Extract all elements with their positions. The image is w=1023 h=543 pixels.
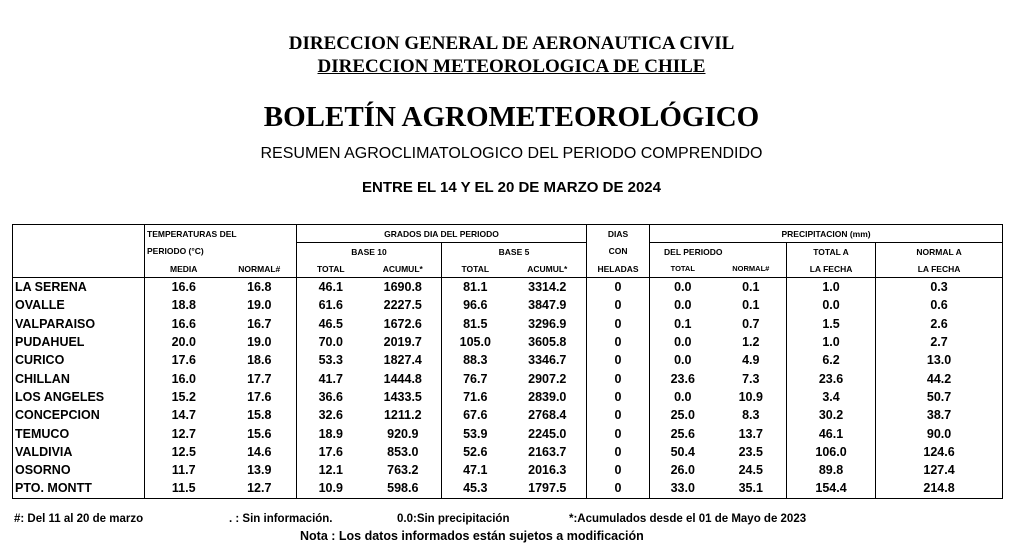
header-grados: GRADOS DIA DEL PERIODO xyxy=(297,225,587,243)
table-cell: 4.9 xyxy=(716,351,787,369)
column-header: TOTAL xyxy=(461,263,490,274)
header-del-periodo: DEL PERIODO xyxy=(650,243,787,261)
header-base5: BASE 5 xyxy=(442,243,587,261)
table-cell: 0.7 xyxy=(716,315,787,333)
column-header: ACUMUL* xyxy=(509,260,587,278)
table-cell: 81.5 xyxy=(463,316,488,331)
org-line-2-text: DIRECCION METEOROLOGICA DE CHILE xyxy=(317,56,706,77)
column-header: MEDIA xyxy=(170,263,198,274)
table-cell: 18.9 xyxy=(318,426,343,441)
header-precip: PRECIPITACION (mm) xyxy=(781,228,871,239)
table-cell: 2.6 xyxy=(930,316,948,331)
table-cell: 67.6 xyxy=(463,408,488,423)
header-dias-line1: DIAS xyxy=(587,225,650,243)
table-cell: 2907.2 xyxy=(509,369,587,387)
column-header: TOTAL xyxy=(316,263,345,274)
table-cell: 23.5 xyxy=(716,443,787,461)
table-cell: 41.7 xyxy=(318,371,343,386)
table-cell: 12.7 xyxy=(223,479,297,498)
table-cell: 38.7 xyxy=(926,408,952,423)
table-cell: 2768.4 xyxy=(509,406,587,424)
table-cell: 2.7 xyxy=(930,335,948,350)
station-name: CHILLAN xyxy=(13,369,145,387)
table-cell: 1827.4 xyxy=(365,351,442,369)
table-cell: 53.9 xyxy=(463,426,488,441)
table-cell: 16.6 xyxy=(171,316,196,331)
table-row xyxy=(13,333,1003,351)
table-cell: 13.0 xyxy=(926,353,952,368)
table-cell: 53.3 xyxy=(318,353,343,368)
table-cell: 0 xyxy=(587,333,650,351)
table-cell: 50.7 xyxy=(926,389,952,404)
table-cell: 26.0 xyxy=(670,463,695,478)
table-cell: 0 xyxy=(587,296,650,314)
table-cell: 0.0 xyxy=(787,296,876,314)
note-normal: #: Del 11 al 20 de marzo xyxy=(14,513,144,525)
table-cell: 11.5 xyxy=(171,481,196,496)
table-cell: 0.1 xyxy=(716,278,787,297)
table-cell: 16.8 xyxy=(223,278,297,297)
header-cell-blank xyxy=(13,225,145,243)
table-cell: 47.1 xyxy=(463,463,488,478)
table-cell: 6.2 xyxy=(787,351,876,369)
table-cell: 33.0 xyxy=(670,481,695,496)
table-cell: 0 xyxy=(587,278,650,297)
table-cell: 1672.6 xyxy=(365,315,442,333)
table-cell: 2245.0 xyxy=(509,424,587,442)
table-cell: 16.0 xyxy=(171,371,196,386)
table-cell: 10.9 xyxy=(318,481,343,496)
table-cell: 2016.3 xyxy=(509,461,587,479)
station-name: CURICO xyxy=(13,351,145,369)
table-cell: 763.2 xyxy=(365,461,442,479)
table-cell: 853.0 xyxy=(365,443,442,461)
table-cell: 17.7 xyxy=(223,369,297,387)
table-cell: 3847.9 xyxy=(509,296,587,314)
table-cell: 12.7 xyxy=(171,426,196,441)
table-cell: 13.9 xyxy=(223,461,297,479)
table-cell: 0 xyxy=(587,388,650,406)
table-cell: 14.6 xyxy=(223,443,297,461)
table-cell: 90.0 xyxy=(926,426,952,441)
table-row xyxy=(13,369,1003,387)
agroclimate-table xyxy=(12,224,1003,499)
table-cell: 1.0 xyxy=(787,278,876,297)
table-cell: 0.1 xyxy=(674,316,692,331)
table-cell: 15.6 xyxy=(223,424,297,442)
table-cell: 3.4 xyxy=(787,388,876,406)
table-cell: 18.6 xyxy=(223,351,297,369)
note-noinfo: . : Sin información. xyxy=(229,513,333,525)
bulletin-title: BOLETÍN AGROMETEOROLÓGICO xyxy=(263,101,760,133)
table-cell: 25.6 xyxy=(670,426,695,441)
table-cell: 0.0 xyxy=(674,280,692,295)
table-cell: 23.6 xyxy=(670,371,695,386)
table-cell: 106.0 xyxy=(787,443,876,461)
table-cell: 23.6 xyxy=(787,369,876,387)
table-cell: 0 xyxy=(587,406,650,424)
table-cell: 70.0 xyxy=(318,335,343,350)
table-cell: 2163.7 xyxy=(509,443,587,461)
table-cell: 0 xyxy=(587,351,650,369)
table-cell: 36.6 xyxy=(318,389,343,404)
station-name: TEMUCO xyxy=(13,424,145,442)
table-cell: 0.0 xyxy=(674,298,692,313)
table-cell: 0 xyxy=(587,369,650,387)
table-cell: 7.3 xyxy=(716,369,787,387)
header-total-a: TOTAL A xyxy=(787,243,876,261)
table-cell: 18.8 xyxy=(171,298,196,313)
table-cell: 19.0 xyxy=(223,296,297,314)
table-row xyxy=(13,424,1003,442)
table-cell: 8.3 xyxy=(716,406,787,424)
table-cell: 25.0 xyxy=(670,408,695,423)
column-header: ACUMUL* xyxy=(365,260,442,278)
column-header: LA FECHA xyxy=(787,260,876,278)
table-cell: 0 xyxy=(587,315,650,333)
station-name: VALDIVIA xyxy=(13,443,145,461)
station-name: OSORNO xyxy=(13,461,145,479)
station-name: LA SERENA xyxy=(13,278,145,297)
station-name: LOS ANGELES xyxy=(13,388,145,406)
table-cell: 127.4 xyxy=(923,463,955,478)
header-normal-a: NORMAL A xyxy=(876,243,1003,261)
table-cell: 105.0 xyxy=(459,335,491,350)
table-cell: 88.3 xyxy=(463,353,488,368)
table-cell: 52.6 xyxy=(463,444,488,459)
station-name: CONCEPCION xyxy=(13,406,145,424)
table-cell: 14.7 xyxy=(171,408,196,423)
station-name: PTO. MONTT xyxy=(13,479,145,498)
table-cell: 15.2 xyxy=(171,389,196,404)
table-cell: 71.6 xyxy=(463,389,488,404)
table-cell: 920.9 xyxy=(365,424,442,442)
table-cell: 154.4 xyxy=(787,479,876,498)
table-cell: 1.2 xyxy=(716,333,787,351)
table-cell: 0 xyxy=(587,461,650,479)
table-cell: 0.6 xyxy=(930,298,948,313)
column-header: LA FECHA xyxy=(917,263,961,274)
table-cell: 76.7 xyxy=(463,371,488,386)
org-line-1: DIRECCION GENERAL DE AERONAUTICA CIVIL xyxy=(288,33,735,54)
bulletin-period: ENTRE EL 14 Y EL 20 DE MARZO DE 2024 xyxy=(361,179,661,196)
table-cell: 17.6 xyxy=(171,353,196,368)
table-cell: 89.8 xyxy=(787,461,876,479)
station-name: OVALLE xyxy=(13,296,145,314)
table-row xyxy=(13,406,1003,424)
header-dias-line2: CON xyxy=(587,243,650,261)
table-cell: 96.6 xyxy=(463,298,488,313)
table-row xyxy=(13,443,1003,461)
table-row xyxy=(13,479,1003,498)
table-cell: 1.5 xyxy=(787,315,876,333)
table-cell: 35.1 xyxy=(716,479,787,498)
table-cell: 0.1 xyxy=(716,296,787,314)
table-cell: 44.2 xyxy=(926,371,952,386)
header-row-3 xyxy=(13,260,1003,278)
header-temp-line2: PERIODO (°C) xyxy=(145,243,297,261)
table-cell: 11.7 xyxy=(171,463,196,478)
table-cell: 30.2 xyxy=(787,406,876,424)
table-cell: 214.8 xyxy=(923,481,955,496)
table-cell: 598.6 xyxy=(365,479,442,498)
column-header: HELADAS xyxy=(587,260,650,278)
table-row xyxy=(13,278,1003,297)
table-cell: 3314.2 xyxy=(509,278,587,297)
table-cell: 0.0 xyxy=(674,389,692,404)
table-cell: 0 xyxy=(587,424,650,442)
station-name: PUDAHUEL xyxy=(13,333,145,351)
table-cell: 124.6 xyxy=(923,444,955,459)
station-name: VALPARAISO xyxy=(13,315,145,333)
table-cell: 46.1 xyxy=(787,424,876,442)
table-cell: 20.0 xyxy=(171,335,196,350)
table-cell: 0.0 xyxy=(674,335,692,350)
table-cell: 3296.9 xyxy=(509,315,587,333)
table-row xyxy=(13,388,1003,406)
table-cell: 50.4 xyxy=(670,444,695,459)
table-cell: 10.9 xyxy=(716,388,787,406)
footer-nota: Nota : Los datos informados están sujetos a modificación xyxy=(300,529,644,543)
header-cell-blank xyxy=(13,260,145,278)
table-cell: 15.8 xyxy=(223,406,297,424)
table-cell: 0.3 xyxy=(930,280,948,295)
table-cell: 46.5 xyxy=(318,316,343,331)
table-cell: 2227.5 xyxy=(365,296,442,314)
table-cell: 1797.5 xyxy=(509,479,587,498)
table-cell: 2019.7 xyxy=(365,333,442,351)
table-row xyxy=(13,315,1003,333)
table-cell: 2839.0 xyxy=(509,388,587,406)
table-cell: 0.0 xyxy=(674,353,692,368)
table-cell: 1.0 xyxy=(787,333,876,351)
table-cell: 0 xyxy=(587,443,650,461)
table-cell: 1433.5 xyxy=(365,388,442,406)
header-cell-blank xyxy=(13,243,145,261)
table-cell: 19.0 xyxy=(223,333,297,351)
table-row xyxy=(13,296,1003,314)
table-row xyxy=(13,461,1003,479)
table-cell: 12.1 xyxy=(318,463,343,478)
table-cell: 0 xyxy=(587,479,650,498)
note-noprecip: 0.0:Sin precipitación xyxy=(397,513,510,525)
column-header: TOTAL xyxy=(670,264,695,273)
column-header: NORMAL# xyxy=(223,260,297,278)
table-cell: 13.7 xyxy=(716,424,787,442)
column-header: NORMAL# xyxy=(716,260,787,278)
bulletin-subtitle: RESUMEN AGROCLIMATOLOGICO DEL PERIODO COMPRENDIDO xyxy=(260,145,763,162)
table-cell: 16.7 xyxy=(223,315,297,333)
header-row-1 xyxy=(13,225,1003,243)
table-cell: 61.6 xyxy=(318,298,343,313)
table-cell: 46.1 xyxy=(318,280,343,295)
table-cell: 45.3 xyxy=(463,481,488,496)
table-cell: 1444.8 xyxy=(365,369,442,387)
header-base10: BASE 10 xyxy=(297,243,442,261)
table-cell: 1690.8 xyxy=(365,278,442,297)
table-cell: 1211.2 xyxy=(365,406,442,424)
table-cell: 24.5 xyxy=(716,461,787,479)
table-cell: 3346.7 xyxy=(509,351,587,369)
table-cell: 3605.8 xyxy=(509,333,587,351)
table-row xyxy=(13,351,1003,369)
table-cell: 16.6 xyxy=(171,280,196,295)
org-line-2 xyxy=(0,56,1023,78)
table-cell: 17.6 xyxy=(223,388,297,406)
header-temp-line1: TEMPERATURAS DEL xyxy=(145,225,297,243)
table-cell: 32.6 xyxy=(318,408,343,423)
table-cell: 12.5 xyxy=(171,444,196,459)
table-cell: 17.6 xyxy=(318,444,343,459)
note-accum: *:Acumulados desde el 01 de Mayo de 2023 xyxy=(569,513,807,525)
table-cell: 81.1 xyxy=(463,280,488,295)
header-row-2 xyxy=(13,243,1003,261)
